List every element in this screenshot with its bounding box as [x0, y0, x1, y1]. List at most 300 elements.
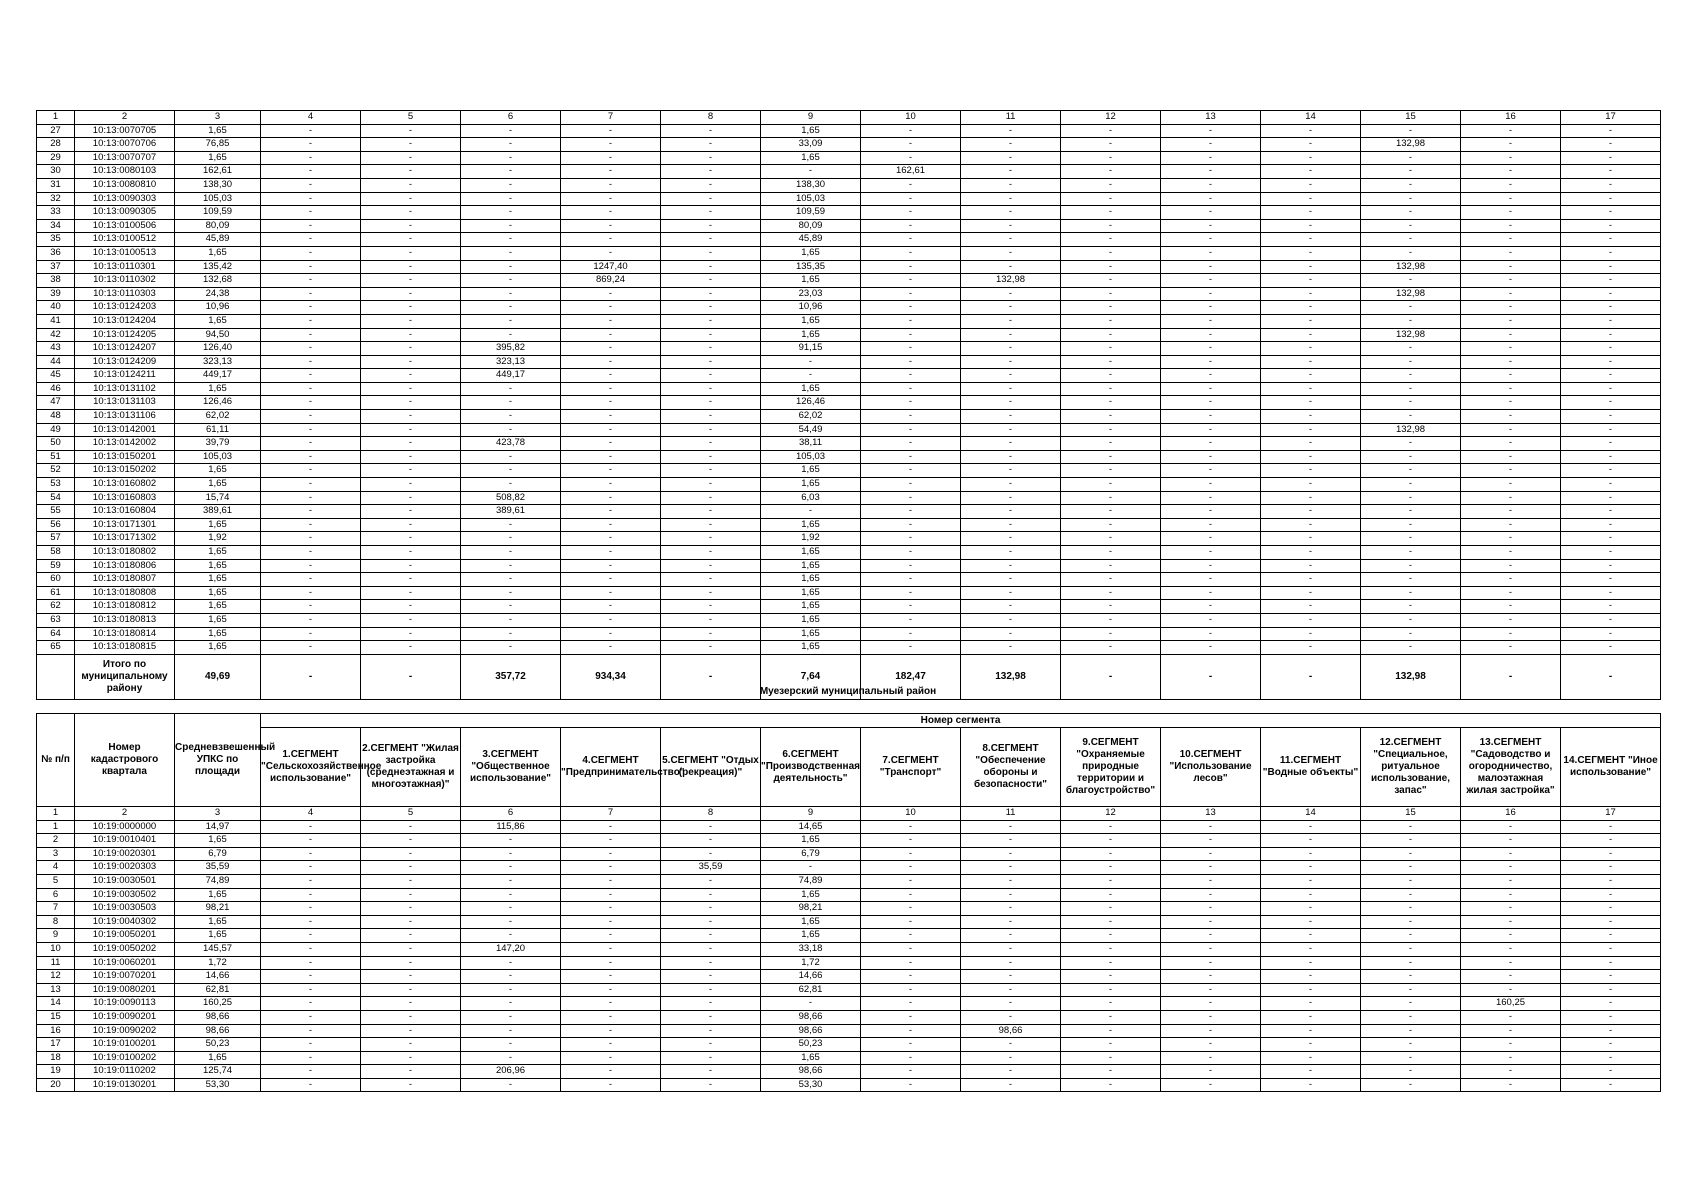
table-cell: 1,65 [761, 1051, 861, 1065]
table-cell: - [961, 178, 1061, 192]
table-cell: 5 [37, 874, 75, 888]
table-cell: - [1261, 165, 1361, 179]
table-cell: - [1261, 437, 1361, 451]
table-cell: - [1261, 491, 1361, 505]
table-cell: - [861, 410, 961, 424]
table-cell: 13 [1161, 111, 1261, 125]
table-row [37, 586, 1661, 600]
table-cell: - [1061, 518, 1161, 532]
table-cell: 1,65 [175, 559, 261, 573]
table-cell: 145,57 [175, 942, 261, 956]
table-cell: - [1561, 382, 1661, 396]
table-cell: 14 [1261, 111, 1361, 125]
total-cell: 132,98 [1361, 654, 1461, 699]
table-cell: - [1561, 233, 1661, 247]
table-cell: 10:13:0160802 [75, 478, 175, 492]
table-cell: - [661, 970, 761, 984]
table-cell: - [1561, 206, 1661, 220]
table-cell: - [1061, 328, 1161, 342]
table-cell: - [261, 888, 361, 902]
table-cell: - [1161, 233, 1261, 247]
table-cell: - [961, 997, 1061, 1011]
table-cell: - [961, 929, 1061, 943]
table-cell: - [561, 627, 661, 641]
table-cell: - [1561, 888, 1661, 902]
table-row [37, 301, 1661, 315]
table-cell: - [461, 138, 561, 152]
table-cell: - [961, 328, 1061, 342]
table-cell: 10 [861, 807, 961, 821]
table-cell: 10:19:0010401 [75, 834, 175, 848]
table-cell: - [361, 450, 461, 464]
table-cell: - [1161, 219, 1261, 233]
table-cell: 9 [761, 111, 861, 125]
table-cell: - [861, 178, 961, 192]
table-cell: 10:19:0030501 [75, 874, 175, 888]
table-cell: - [561, 956, 661, 970]
table-cell: - [1161, 165, 1261, 179]
table-cell: - [1261, 478, 1361, 492]
table-cell: - [661, 1078, 761, 1092]
table-cell: - [1161, 328, 1261, 342]
table-cell: - [1261, 396, 1361, 410]
table-cell: - [961, 124, 1061, 138]
table-cell: - [561, 328, 661, 342]
table-cell: - [761, 369, 861, 383]
table-cell: - [1461, 915, 1561, 929]
table-cell: - [861, 1065, 961, 1079]
table-cell: - [361, 505, 461, 519]
table-cell: - [461, 274, 561, 288]
table-cell: - [461, 586, 561, 600]
table-cell: 91,15 [761, 342, 861, 356]
table-cell: - [561, 546, 661, 560]
table-cell: 44 [37, 355, 75, 369]
table-cell: - [1461, 355, 1561, 369]
table-cell: 1,65 [175, 464, 261, 478]
table-row [37, 437, 1661, 451]
table-cell: - [1561, 287, 1661, 301]
table-row [37, 478, 1661, 492]
table-cell: - [1261, 970, 1361, 984]
table-cell: - [961, 518, 1061, 532]
table-cell: - [1161, 410, 1261, 424]
table-cell: - [1461, 613, 1561, 627]
table-cell: - [261, 369, 361, 383]
table-cell: - [1461, 138, 1561, 152]
table-cell: 7 [37, 902, 75, 916]
table-cell: - [1261, 342, 1361, 356]
table-cell: - [1261, 600, 1361, 614]
table-cell: 17 [1561, 807, 1661, 821]
column-number-row [37, 807, 1661, 821]
table-cell: - [1361, 1065, 1461, 1079]
table-cell: 10:19:0070201 [75, 970, 175, 984]
table-cell: - [1561, 274, 1661, 288]
table-cell: - [1561, 342, 1661, 356]
table-cell: - [461, 450, 561, 464]
table-cell: 62,02 [175, 410, 261, 424]
table-cell: - [961, 219, 1061, 233]
table-cell: - [961, 834, 1061, 848]
table-cell: 138,30 [761, 178, 861, 192]
table-cell: - [461, 834, 561, 848]
table-cell: - [561, 1024, 661, 1038]
table-cell: - [1261, 613, 1361, 627]
table-cell: - [361, 478, 461, 492]
table-cell: - [261, 328, 361, 342]
table-cell: 52 [37, 464, 75, 478]
table-cell: - [1361, 532, 1461, 546]
table-cell: - [861, 505, 961, 519]
table-cell: - [461, 983, 561, 997]
table-cell: - [561, 1010, 661, 1024]
table-cell: 10:13:0131103 [75, 396, 175, 410]
table-cell: - [1161, 464, 1261, 478]
table-cell: 132,98 [961, 274, 1061, 288]
table-cell: - [1161, 573, 1261, 587]
table-cell: - [561, 641, 661, 655]
table-cell: - [261, 1038, 361, 1052]
table-cell: - [461, 970, 561, 984]
table-cell: 10:19:0110202 [75, 1065, 175, 1079]
table-cell: - [561, 369, 661, 383]
table-cell: 54 [37, 491, 75, 505]
table-cell: - [1561, 546, 1661, 560]
table-cell: - [361, 124, 461, 138]
table-cell: - [1461, 369, 1561, 383]
table-cell: - [1061, 888, 1161, 902]
table-cell: 105,03 [175, 450, 261, 464]
table-cell: - [1061, 861, 1161, 875]
table-cell: - [1561, 915, 1661, 929]
table-cell: - [661, 1038, 761, 1052]
table-cell: 10:13:0160804 [75, 505, 175, 519]
total-cell: - [1561, 654, 1661, 699]
table-cell: - [1461, 178, 1561, 192]
table-cell: - [1161, 206, 1261, 220]
table-cell: - [661, 410, 761, 424]
table-cell: - [1561, 559, 1661, 573]
total-cell: 49,69 [175, 654, 261, 699]
table-cell: - [1161, 1038, 1261, 1052]
table-cell: - [861, 260, 961, 274]
table-cell: - [661, 423, 761, 437]
table-cell: - [661, 328, 761, 342]
table-cell: - [861, 1024, 961, 1038]
table-cell: - [1261, 861, 1361, 875]
table-cell: 19 [37, 1065, 75, 1079]
table-cell: - [261, 1078, 361, 1092]
table-cell: 6 [461, 111, 561, 125]
table-cell: - [1261, 627, 1361, 641]
table-cell: - [261, 342, 361, 356]
table-cell: - [1561, 600, 1661, 614]
table-cell: - [1361, 437, 1461, 451]
table-cell: 98,66 [761, 1024, 861, 1038]
table-cell: - [1061, 546, 1161, 560]
table-cell: 9 [761, 807, 861, 821]
table-row [37, 1024, 1661, 1038]
table-cell: - [1461, 206, 1561, 220]
table-cell: - [561, 1065, 661, 1079]
header-segment-11: 11.СЕГМЕНТ "Водные объекты" [1261, 728, 1361, 807]
table-cell: - [1461, 1078, 1561, 1092]
table-cell: 132,98 [1361, 328, 1461, 342]
table-cell: 1,65 [761, 328, 861, 342]
table-cell: 10:13:0110302 [75, 274, 175, 288]
table-cell: - [361, 861, 461, 875]
table-cell: - [261, 314, 361, 328]
table-cell: - [861, 847, 961, 861]
table-cell: 10:13:0150202 [75, 464, 175, 478]
table-cell: - [1561, 124, 1661, 138]
table-cell: 39 [37, 287, 75, 301]
table-cell: - [1461, 437, 1561, 451]
table-cell: 8 [661, 807, 761, 821]
table-cell: - [1361, 902, 1461, 916]
table-row [37, 178, 1661, 192]
table-cell: - [361, 970, 461, 984]
table-cell: - [261, 573, 361, 587]
table-cell: 58 [37, 546, 75, 560]
table-cell: - [1261, 178, 1361, 192]
table-cell: - [1461, 382, 1561, 396]
table-cell: - [1361, 219, 1461, 233]
table-cell: - [261, 219, 361, 233]
table-cell: - [661, 1024, 761, 1038]
table-cell: 3 [175, 111, 261, 125]
table-cell: - [1461, 124, 1561, 138]
table-cell: - [661, 532, 761, 546]
table-cell: - [1161, 929, 1261, 943]
table-cell: - [361, 219, 461, 233]
table-cell: 10:19:0050202 [75, 942, 175, 956]
table-cell: - [1461, 1051, 1561, 1065]
table-cell: - [461, 532, 561, 546]
table-cell: 45 [37, 369, 75, 383]
table-cell: 98,66 [961, 1024, 1061, 1038]
table-cell: - [561, 396, 661, 410]
table-cell: - [361, 396, 461, 410]
table-cell: - [261, 613, 361, 627]
table-cell: - [861, 518, 961, 532]
table-cell: - [1261, 586, 1361, 600]
table-cell: - [1461, 847, 1561, 861]
table-cell: - [361, 138, 461, 152]
table-cell: - [1461, 219, 1561, 233]
table-cell: - [261, 301, 361, 315]
table-cell: - [861, 124, 961, 138]
table-cell: - [1561, 532, 1661, 546]
table-cell: - [961, 206, 1061, 220]
table-cell: - [1461, 861, 1561, 875]
table-cell: - [1461, 246, 1561, 260]
table-cell: 162,61 [175, 165, 261, 179]
table-cell: - [661, 1051, 761, 1065]
table-cell: - [661, 546, 761, 560]
table-cell: 1,65 [761, 573, 861, 587]
table-cell: - [1261, 301, 1361, 315]
table-cell: - [561, 505, 661, 519]
table-cell: - [1361, 450, 1461, 464]
table-cell: - [361, 355, 461, 369]
table-row [37, 355, 1661, 369]
table-cell: - [1461, 956, 1561, 970]
table-row [37, 382, 1661, 396]
table-cell: - [561, 301, 661, 315]
table-cell: - [961, 874, 1061, 888]
table-cell: 10:13:0124207 [75, 342, 175, 356]
table-cell: - [561, 847, 661, 861]
table-cell: 10:19:0020301 [75, 847, 175, 861]
table-cell: - [961, 233, 1061, 247]
header-segment-8: 8.СЕГМЕНТ "Обеспечение обороны и безопасности" [961, 728, 1061, 807]
table-cell: 38,11 [761, 437, 861, 451]
table-cell: - [461, 1038, 561, 1052]
table-cell: - [661, 192, 761, 206]
table-cell: 8 [661, 111, 761, 125]
table-cell: - [1361, 382, 1461, 396]
table-cell: - [561, 342, 661, 356]
table-cell: - [1161, 1065, 1261, 1079]
table-cell: - [1261, 518, 1361, 532]
table-cell: - [961, 942, 1061, 956]
table-cell: 10:19:0020303 [75, 861, 175, 875]
table-cell: - [261, 518, 361, 532]
table-row [37, 206, 1661, 220]
table-cell: 206,96 [461, 1065, 561, 1079]
table-cell: - [1261, 355, 1361, 369]
table-cell: 33 [37, 206, 75, 220]
table-cell: 132,98 [1361, 423, 1461, 437]
total-cell: 182,47 [861, 654, 961, 699]
table-cell: - [1361, 613, 1461, 627]
table-cell: - [1461, 627, 1561, 641]
table-row [37, 1038, 1661, 1052]
table-cell: - [861, 382, 961, 396]
table-cell: 6,79 [175, 847, 261, 861]
table-cell: 80,09 [761, 219, 861, 233]
table-cell: - [361, 410, 461, 424]
table-cell: 40 [37, 301, 75, 315]
table-cell: - [1061, 874, 1161, 888]
table-cell: - [861, 369, 961, 383]
table-cell: - [861, 206, 961, 220]
table-cell: - [1261, 192, 1361, 206]
table-row [37, 613, 1661, 627]
table-cell: - [561, 178, 661, 192]
table-cell: - [761, 997, 861, 1011]
table-cell: - [1461, 396, 1561, 410]
table-cell: - [661, 1010, 761, 1024]
table-cell: 14 [1261, 807, 1361, 821]
table-cell: - [1261, 206, 1361, 220]
table-cell: - [1561, 328, 1661, 342]
table-cell: - [261, 532, 361, 546]
table-cell: - [1461, 929, 1561, 943]
table-cell: - [561, 559, 661, 573]
table-cell: - [961, 600, 1061, 614]
header-segment-group: Номер сегмента [261, 714, 1661, 728]
table-cell: 15 [37, 1010, 75, 1024]
table-cell: - [361, 983, 461, 997]
table-cell: - [461, 518, 561, 532]
table-cell: - [461, 929, 561, 943]
table-cell: 15 [1361, 807, 1461, 821]
table-cell: - [1561, 997, 1661, 1011]
table-cell: 1,65 [175, 888, 261, 902]
table-row [37, 834, 1661, 848]
table-cell: 138,30 [175, 178, 261, 192]
table-cell: 5 [361, 111, 461, 125]
table-cell: - [1461, 559, 1561, 573]
table-cell: - [1461, 423, 1561, 437]
table-cell: - [1061, 573, 1161, 587]
table-cell: - [1161, 600, 1261, 614]
table-cell: - [661, 518, 761, 532]
table-cell: - [1161, 641, 1261, 655]
table-cell: - [361, 314, 461, 328]
table-cell: - [261, 997, 361, 1011]
table-cell: - [761, 505, 861, 519]
table-cell: - [661, 206, 761, 220]
table-row [37, 1065, 1661, 1079]
table-cell: - [1561, 165, 1661, 179]
table-row [37, 151, 1661, 165]
table-cell: - [1461, 970, 1561, 984]
table-cell: 1,72 [175, 956, 261, 970]
table-cell: - [261, 423, 361, 437]
table-cell: - [961, 491, 1061, 505]
table-cell: - [461, 233, 561, 247]
table-cell: 35,59 [661, 861, 761, 875]
table-cell: 1,65 [761, 641, 861, 655]
table-cell: - [961, 1065, 1061, 1079]
header-cadastral-number: Номер кадастрового квартала [75, 714, 175, 807]
table-cell: - [661, 396, 761, 410]
table-cell: 10,96 [761, 301, 861, 315]
table-cell: - [1061, 586, 1161, 600]
table-cell: - [961, 970, 1061, 984]
table-cell: 147,20 [461, 942, 561, 956]
table-cell: - [1061, 206, 1161, 220]
table-cell: - [1161, 314, 1261, 328]
table-cell: - [461, 997, 561, 1011]
table-cell: 132,98 [1361, 138, 1461, 152]
table-cell: - [1161, 915, 1261, 929]
table-cell: - [1061, 124, 1161, 138]
table-cell: 51 [37, 450, 75, 464]
table-cell: - [361, 342, 461, 356]
table-cell: - [461, 888, 561, 902]
table-cell: 1,65 [761, 124, 861, 138]
table-cell: - [1061, 260, 1161, 274]
table-cell: - [261, 124, 361, 138]
table-row [37, 559, 1661, 573]
table-cell: - [1361, 1078, 1461, 1092]
table-cell: - [1561, 369, 1661, 383]
table-cell: 13 [37, 983, 75, 997]
table-cell: - [261, 983, 361, 997]
table-cell: - [661, 956, 761, 970]
table-cell: 10:19:0060201 [75, 956, 175, 970]
table-cell: - [1061, 274, 1161, 288]
table-cell: 1,65 [761, 274, 861, 288]
table-cell: 115,86 [461, 820, 561, 834]
table-row [37, 396, 1661, 410]
table-cell: - [1061, 820, 1161, 834]
